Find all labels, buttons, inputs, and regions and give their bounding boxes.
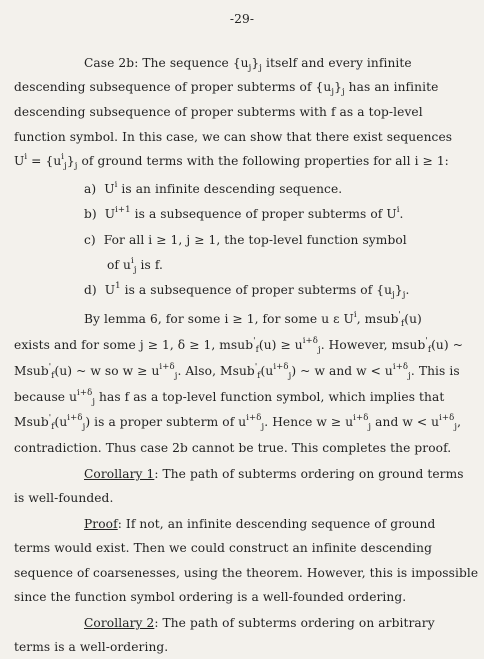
corollary-1-line-1: Corollary 1: The path of subterms ordering on ground terms: [84, 467, 464, 481]
corollary-2-line-1: Corollary 2: The path of subterms ordering on arbitrary: [84, 616, 435, 630]
lemma-line-3: Msub'$_f$(u) ~ w so $w \ge u^{i+\delta}_j$. Also, $Msub'_f(u^{i+\delta}_j)$ ~ w and $w < u^{i+\delta}_j$. This is: [14, 362, 460, 381]
lemma-line-5: $Msub'_f(u^{i+\delta}_j)$ is a proper subterm of $u^{i+\delta}_j$. Hence $w \ge u^{i+\delta}_j$ and $w < u^{i+\delta}_j$,: [14, 413, 462, 432]
item-b: b) $U^{i+1}$ is a subsequence of proper subterms of $U^i$.: [84, 205, 404, 221]
case-2b-line-2: descending subsequence of proper subterms of $\{u_j\}_j$ has an infinite: [14, 80, 439, 97]
item-d: d) $U^1$ is a subsequence of proper subterms of $\{u_j\}_j$.: [84, 281, 410, 300]
page-number: -29-: [229, 12, 255, 26]
corollary-2-heading: Corollary 2: [84, 616, 155, 630]
lemma-line-2: exists and for some j ≥ 1, δ ≥ 1, msub'$_f$(u) ≥ $u^{i+\delta}_j$. However, msub'$_f$(u) ~: [14, 336, 464, 355]
proof-line-1: Proof: If not, an infinite descending sequence of ground: [84, 517, 436, 531]
proof-heading: Proof: [84, 517, 118, 531]
item-a: a) $U^i$ is an infinite descending sequence.: [84, 180, 343, 196]
lemma-line-6: contradiction. Thus case 2b cannot be true. This completes the proof.: [14, 441, 452, 455]
case-2b-line-3: descending subsequence of proper subterms with f as a top-level: [14, 105, 423, 119]
item-c-line-2: of $u^i_j$ is f.: [107, 256, 164, 275]
corollary-1-heading: Corollary 1: [84, 467, 155, 481]
proof-line-4: since the function symbol ordering is a well-founded ordering.: [14, 590, 407, 604]
case-2b-line-4: function symbol. In this case, we can show that there exist sequences: [14, 130, 453, 144]
case-2b-line-1: Case 2b: The sequence $\{u_j\}_j$ itself and every infinite: [84, 56, 412, 73]
proof-line-2: terms would exist. Then we could construct an infinite descending: [14, 541, 433, 555]
proof-line-3: sequence of coarsenesses, using the theorem. However, this is impossible: [14, 566, 479, 580]
item-c: c) For all i ≥ 1, j ≥ 1, the top-level function symbol: [84, 233, 407, 247]
case-2b-line-5: $U^i = \{u^i_j\}_j$ of ground terms with the following properties for all i ≥ 1:: [14, 152, 449, 171]
lemma-line-1: By lemma 6, for some i ≥ 1, for some u ε $U^i$, msub'$_f$(u): [84, 310, 422, 329]
corollary-2-line-2: terms is a well-ordering.: [14, 640, 169, 654]
corollary-1-line-2: is well-founded.: [14, 491, 114, 505]
lemma-line-4: because $u^{i+\delta}_j$ has f as a top-level function symbol, which implies that: [14, 388, 445, 407]
